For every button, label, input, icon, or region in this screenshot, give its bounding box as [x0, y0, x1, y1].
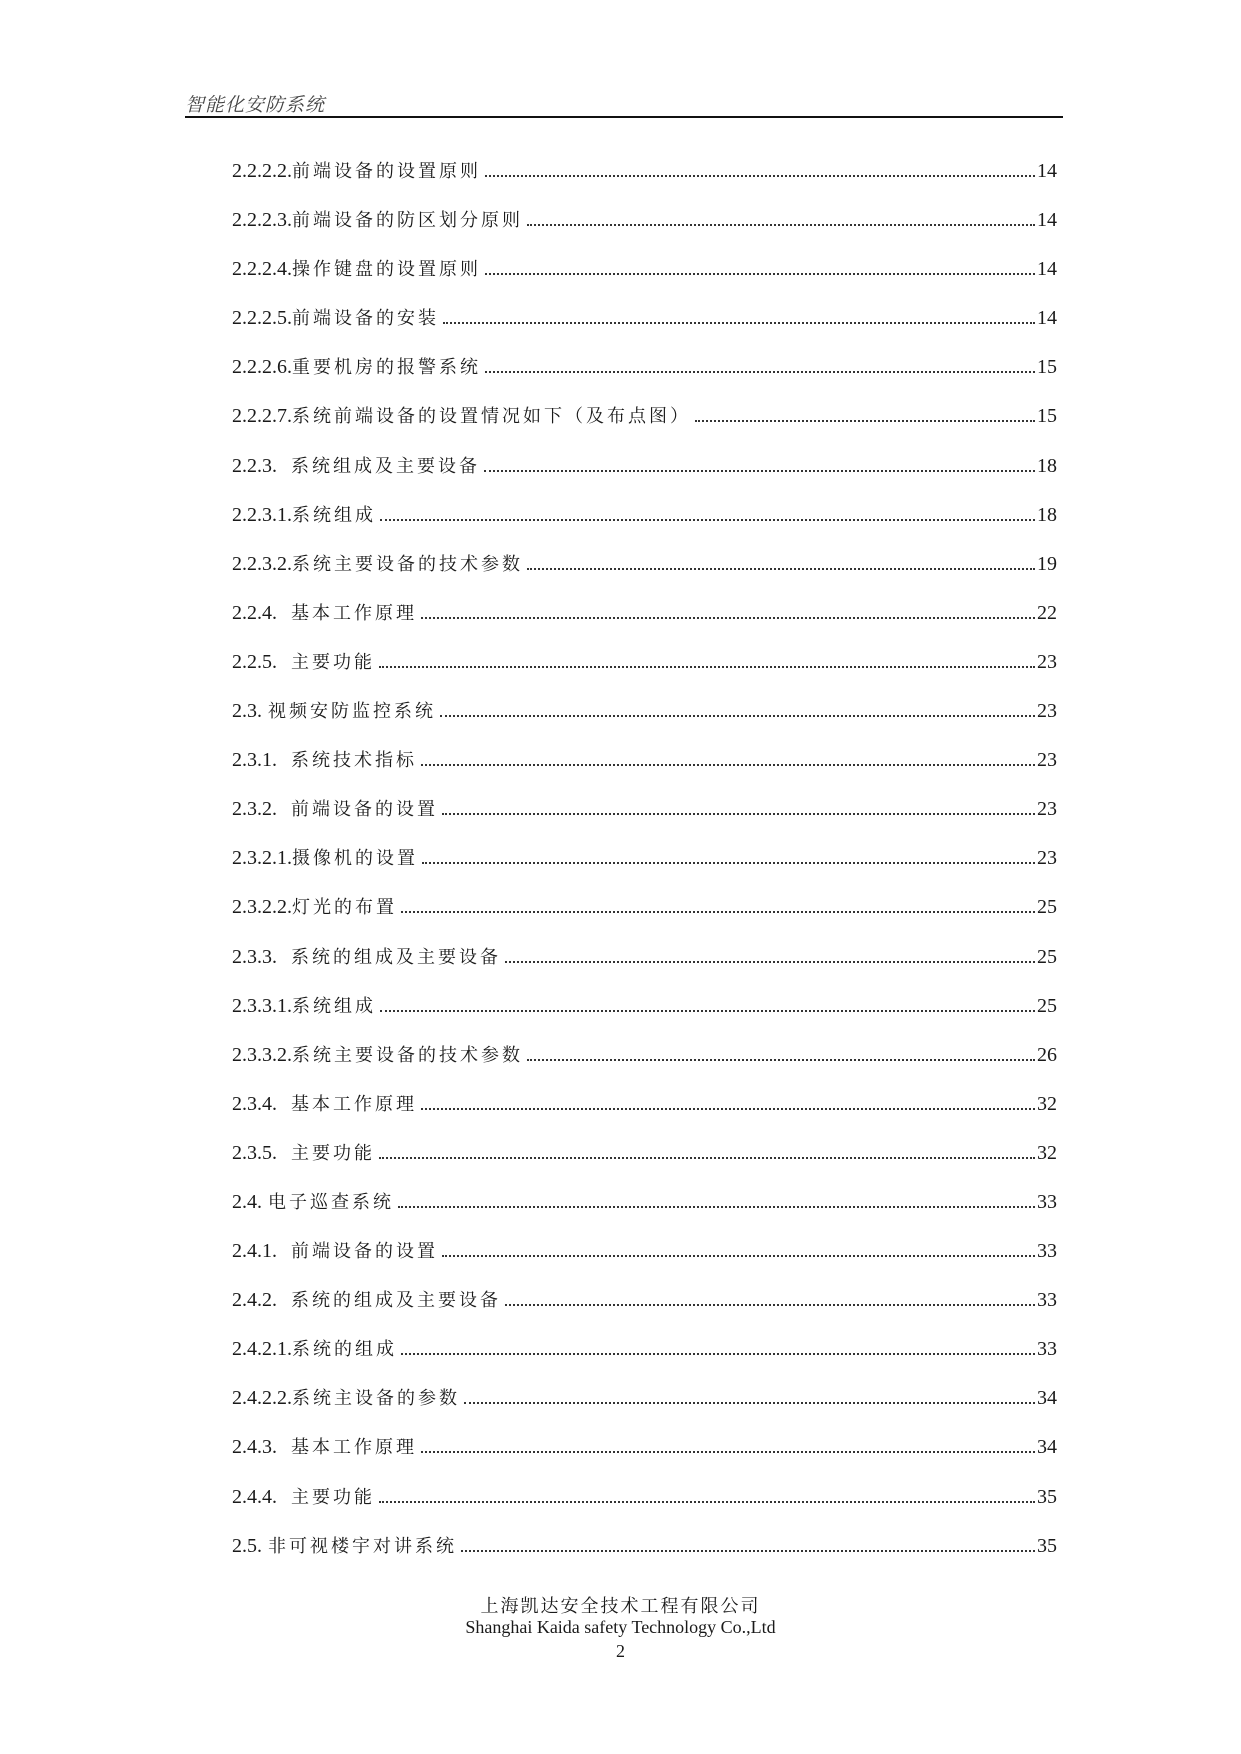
toc-dot-leader [422, 862, 1035, 864]
toc-dot-leader [401, 911, 1035, 913]
toc-entry-title: 主要功能 [291, 651, 375, 673]
toc-entry[interactable] [232, 845, 1057, 894]
toc-entry-title: 操作键盘的设置原则 [292, 259, 481, 281]
toc-entry[interactable] [232, 894, 1057, 943]
toc-entry[interactable] [232, 354, 1057, 403]
toc-dot-leader [484, 470, 1035, 472]
toc-dot-leader [527, 1059, 1035, 1061]
toc-entry-number: 2.2.2.3. [232, 209, 292, 232]
toc-entry-page: 14 [1037, 209, 1057, 232]
toc-entry-title: 前端设备的安装 [292, 308, 439, 330]
toc-entry[interactable] [232, 256, 1057, 305]
toc-dot-leader [380, 1010, 1035, 1012]
toc-entry[interactable] [232, 1238, 1057, 1287]
toc-entry-page: 26 [1037, 1043, 1057, 1066]
toc-entry[interactable] [232, 1336, 1057, 1385]
toc-dot-leader [379, 1501, 1035, 1503]
toc-entry-number: 2.3.3.2. [232, 1043, 292, 1066]
toc-entry[interactable] [232, 1042, 1057, 1091]
toc-dot-leader [485, 175, 1035, 177]
toc-dot-leader [421, 1451, 1035, 1453]
toc-entry-title: 系统组成 [292, 995, 376, 1017]
toc-entry-title: 灯光的布置 [292, 897, 397, 919]
toc-entry-page: 23 [1037, 650, 1057, 673]
footer-english: Shanghai Kaida safety Technology Co.,Ltd [465, 1617, 776, 1637]
header-rule [185, 116, 1063, 118]
toc-entry-page: 19 [1037, 552, 1057, 575]
toc-entry[interactable] [232, 1091, 1057, 1140]
toc-entry-title: 系统主要设备的技术参数 [292, 1044, 523, 1066]
table-of-contents [232, 158, 1057, 1582]
toc-entry-title: 系统组成及主要设备 [291, 455, 480, 477]
toc-dot-leader [401, 1353, 1035, 1355]
toc-entry-page: 22 [1037, 601, 1057, 624]
toc-entry-title: 主要功能 [291, 1486, 375, 1508]
footer-company: 上海凯达安全技术工程有限公司 [480, 1596, 761, 1617]
toc-entry-title: 视频安防监控系统 [268, 701, 436, 723]
toc-dot-leader [485, 371, 1035, 373]
toc-dot-leader [379, 666, 1035, 668]
toc-entry-page: 33 [1037, 1190, 1057, 1213]
toc-entry[interactable] [232, 1189, 1057, 1238]
toc-entry-page: 25 [1037, 994, 1057, 1017]
toc-entry[interactable] [232, 600, 1057, 649]
toc-entry-title: 基本工作原理 [291, 1093, 417, 1115]
toc-dot-leader [464, 1402, 1035, 1404]
toc-entry[interactable] [232, 158, 1057, 207]
toc-entry-page: 23 [1037, 700, 1057, 723]
toc-entry[interactable] [232, 305, 1057, 354]
toc-entry-page: 25 [1037, 896, 1057, 919]
toc-entry-title: 前端设备的设置 [291, 799, 438, 821]
toc-entry-title: 系统的组成及主要设备 [291, 946, 501, 968]
toc-dot-leader [527, 568, 1035, 570]
toc-entry-title: 摄像机的设置 [292, 848, 418, 870]
toc-entry-number: 2.2.2.5. [232, 307, 292, 330]
toc-entry[interactable] [232, 453, 1057, 502]
toc-entry-number: 2.2.4. [232, 601, 277, 624]
toc-entry-title: 系统主设备的参数 [292, 1388, 460, 1410]
toc-entry[interactable] [232, 551, 1057, 600]
toc-dot-leader [379, 1157, 1035, 1159]
toc-entry-number: 2.4.2.2. [232, 1387, 292, 1410]
toc-entry-number: 2.4.3. [232, 1436, 277, 1459]
toc-entry[interactable] [232, 1287, 1057, 1336]
toc-entry[interactable] [232, 747, 1057, 796]
toc-entry-number: 2.2.3.1. [232, 503, 292, 526]
page-number: 2 [616, 1641, 625, 1661]
toc-entry-number: 2.2.2.6. [232, 356, 292, 379]
toc-entry-page: 32 [1037, 1141, 1057, 1164]
toc-entry-number: 2.4. [232, 1190, 262, 1213]
toc-entry-number: 2.4.2. [232, 1289, 277, 1312]
toc-entry[interactable] [232, 1385, 1057, 1434]
toc-entry-number: 2.3.4. [232, 1092, 277, 1115]
toc-entry-title: 电子巡查系统 [268, 1191, 394, 1213]
toc-entry-number: 2.3.2.2. [232, 896, 292, 919]
toc-entry[interactable] [232, 698, 1057, 747]
toc-entry-number: 2.3.3.1. [232, 994, 292, 1017]
toc-dot-leader [461, 1550, 1035, 1552]
toc-entry-page: 33 [1037, 1240, 1057, 1263]
toc-entry[interactable] [232, 1484, 1057, 1533]
toc-entry-number: 2.2.3.2. [232, 552, 292, 575]
toc-entry-page: 14 [1037, 258, 1057, 281]
toc-entry-page: 23 [1037, 749, 1057, 772]
toc-dot-leader [527, 224, 1035, 226]
toc-entry-title: 基本工作原理 [291, 1437, 417, 1459]
toc-entry-title: 前端设备的设置原则 [292, 161, 481, 182]
toc-entry-page: 18 [1037, 503, 1057, 526]
toc-entry[interactable] [232, 796, 1057, 845]
toc-dot-leader [695, 420, 1035, 422]
toc-entry-title: 系统主要设备的技术参数 [292, 553, 523, 575]
toc-dot-leader [440, 715, 1035, 717]
toc-entry-number: 2.3.5. [232, 1141, 277, 1164]
toc-entry-page: 18 [1037, 454, 1057, 477]
toc-entry-title: 系统技术指标 [291, 750, 417, 772]
toc-entry-title: 系统的组成 [292, 1339, 397, 1361]
toc-entry-title: 主要功能 [291, 1142, 375, 1164]
toc-entry[interactable] [232, 993, 1057, 1042]
toc-entry-number: 2.4.1. [232, 1240, 277, 1263]
toc-entry-page: 34 [1037, 1436, 1057, 1459]
toc-entry[interactable] [232, 1533, 1057, 1582]
toc-entry-number: 2.3. [232, 700, 262, 723]
toc-entry-page: 34 [1037, 1387, 1057, 1410]
toc-entry-number: 2.3.1. [232, 749, 277, 772]
toc-entry-page: 35 [1037, 1485, 1057, 1508]
toc-dot-leader [421, 1108, 1035, 1110]
toc-entry-page: 15 [1037, 356, 1057, 379]
toc-dot-leader [398, 1206, 1035, 1208]
toc-entry-page: 23 [1037, 847, 1057, 870]
toc-dot-leader [505, 1304, 1035, 1306]
toc-entry[interactable] [232, 403, 1057, 452]
toc-entry-number: 2.3.3. [232, 945, 277, 968]
toc-entry-number: 2.4.4. [232, 1485, 277, 1508]
toc-entry-number: 2.2.2.7. [232, 405, 292, 428]
toc-entry-number: 2.2.2.4. [232, 258, 292, 281]
toc-dot-leader [421, 617, 1035, 619]
toc-dot-leader [443, 322, 1035, 324]
toc-entry[interactable] [232, 502, 1057, 551]
header-title: 智能化安防系统 [185, 94, 326, 116]
toc-entry-title: 系统前端设备的设置情况如下（及布点图） [292, 406, 691, 428]
toc-entry-title: 非可视楼宇对讲系统 [268, 1535, 457, 1557]
toc-entry-number: 2.2.3. [232, 454, 277, 477]
toc-entry[interactable] [232, 1140, 1057, 1189]
toc-dot-leader [442, 813, 1035, 815]
toc-entry-number: 2.5. [232, 1534, 262, 1557]
toc-dot-leader [442, 1255, 1035, 1257]
toc-entry-title: 重要机房的报警系统 [292, 357, 481, 379]
toc-entry-title: 基本工作原理 [291, 602, 417, 624]
page-header [185, 86, 1063, 118]
toc-entry-page: 23 [1037, 798, 1057, 821]
toc-entry-title: 前端设备的防区划分原则 [292, 210, 523, 232]
toc-dot-leader [505, 961, 1035, 963]
toc-entry-number: 2.3.2.1. [232, 847, 292, 870]
toc-dot-leader [485, 273, 1035, 275]
toc-entry-title: 前端设备的设置 [291, 1241, 438, 1263]
toc-entry-number: 2.3.2. [232, 798, 277, 821]
toc-entry-page: 25 [1037, 945, 1057, 968]
toc-entry-number: 2.2.2.2. [232, 160, 292, 182]
toc-entry-page: 33 [1037, 1338, 1057, 1361]
toc-entry-title: 系统组成 [292, 504, 376, 526]
toc-entry-page: 33 [1037, 1289, 1057, 1312]
toc-entry-page: 15 [1037, 405, 1057, 428]
toc-entry-page: 14 [1037, 307, 1057, 330]
toc-entry[interactable] [232, 649, 1057, 698]
toc-entry-number: 2.4.2.1. [232, 1338, 292, 1361]
toc-entry-page: 32 [1037, 1092, 1057, 1115]
toc-entry-page: 14 [1037, 160, 1057, 182]
toc-entry-page: 35 [1037, 1534, 1057, 1557]
toc-entry[interactable] [232, 944, 1057, 993]
toc-dot-leader [380, 519, 1035, 521]
toc-entry[interactable] [232, 207, 1057, 256]
toc-entry[interactable] [232, 1434, 1057, 1483]
toc-dot-leader [421, 764, 1035, 766]
toc-entry-number: 2.2.5. [232, 650, 277, 673]
toc-entry-title: 系统的组成及主要设备 [291, 1290, 501, 1312]
